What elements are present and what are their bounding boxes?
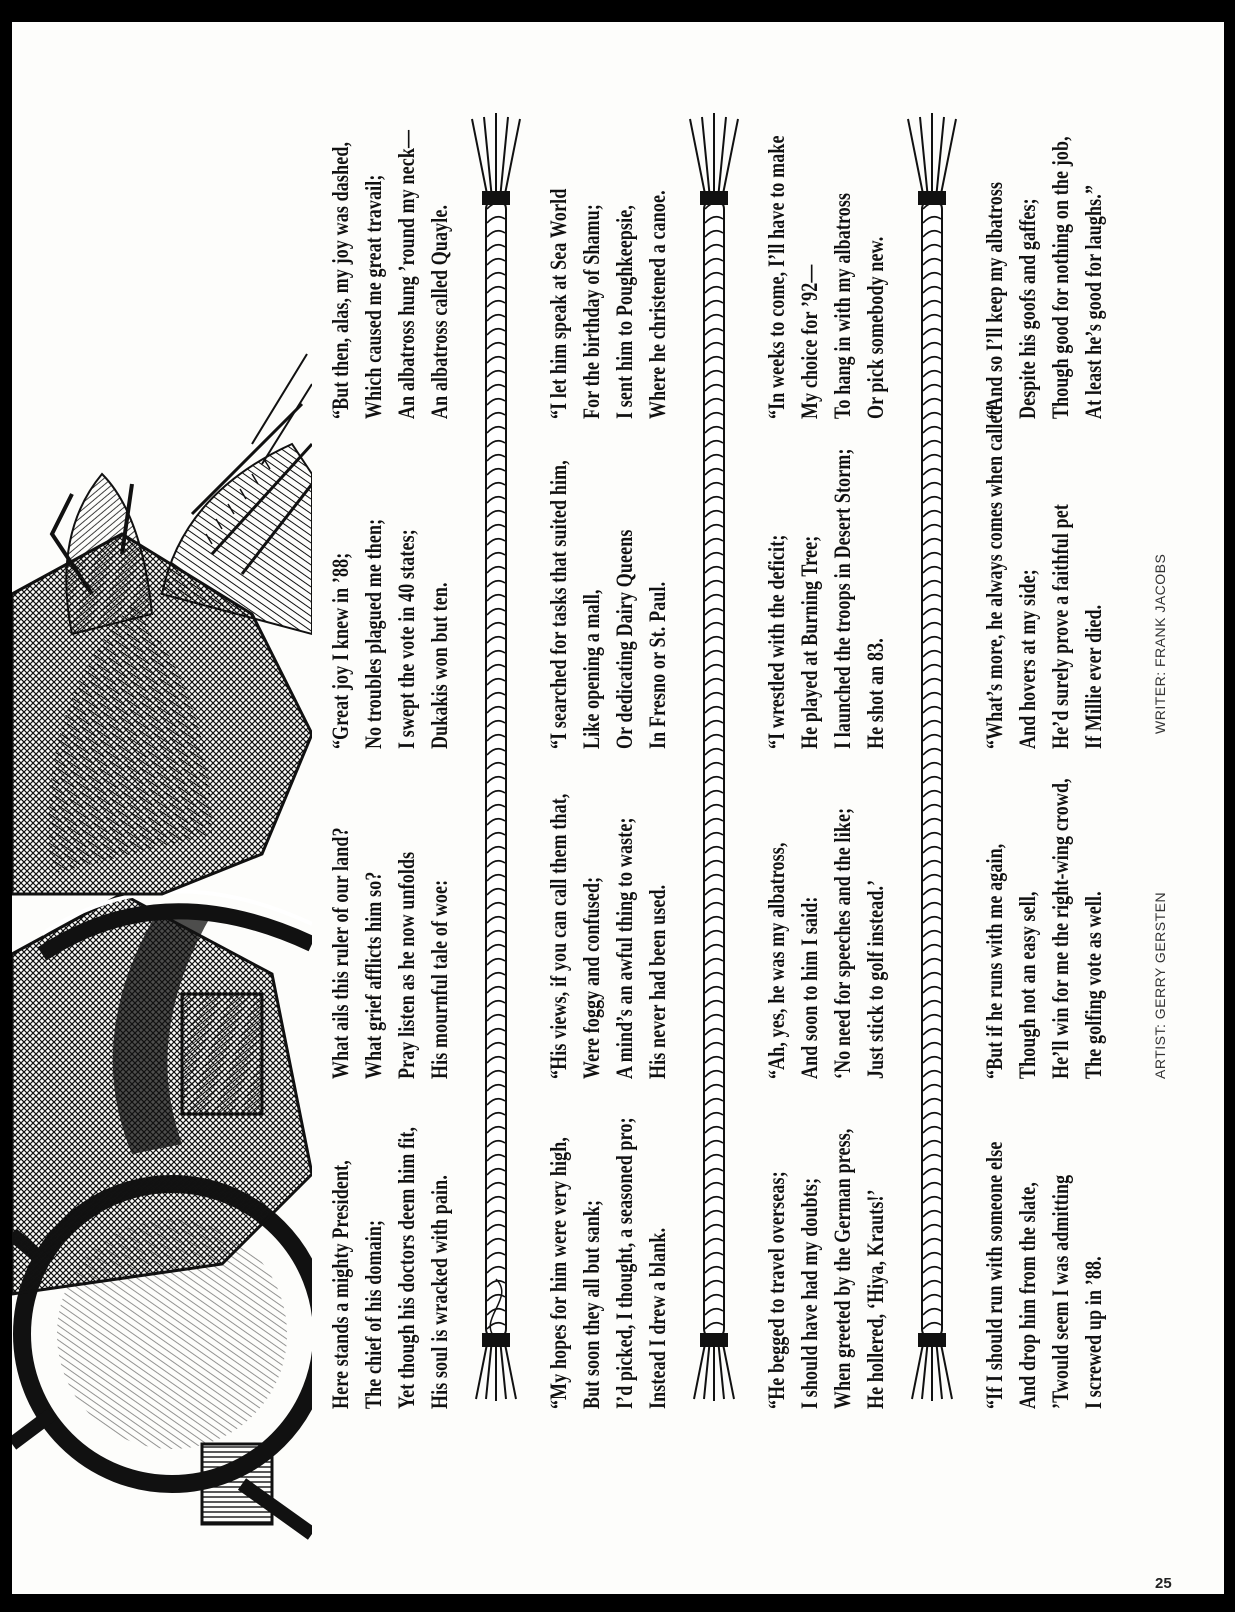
stanza-line: ’Twould seem I was admitting (1048, 1174, 1073, 1409)
stanza-line: “He begged to travel overseas; (764, 1171, 789, 1409)
stanza-line: I swept the vote in 40 states; (394, 529, 419, 749)
stanza-line: Which caused me great travail; (361, 174, 386, 419)
artist-credit: ARTIST: GERRY GERSTEN (1152, 891, 1168, 1079)
pen-ink-illustration (12, 22, 312, 1594)
stanza-line: He’d surely prove a faithful pet (1048, 503, 1073, 749)
stanza-line: I screwed up in ’88. (1081, 1256, 1106, 1409)
stanza-line: “His views, if you can call them that, (546, 793, 571, 1079)
stanza-line: What ails this ruler of our land? (328, 827, 353, 1079)
stanza-line: At least he’s good for laughs.” (1081, 184, 1106, 419)
stanza-line: Just stick to golf instead.’ (863, 879, 888, 1079)
stanza-line: And drop him from the slate, (1015, 1182, 1040, 1409)
stanza-line: “I searched for tasks that suited him, (546, 460, 571, 749)
stanza-line: My choice for ’92— (797, 264, 822, 419)
stanza-line: And soon to him I said: (797, 896, 822, 1079)
rotated-content (12, 22, 1224, 1594)
stanza-line: “And so I’ll keep my albatross (982, 181, 1007, 419)
page-number: 25 (1155, 1575, 1172, 1592)
stanza-line: I should have had my doubts; (797, 1177, 822, 1409)
stanza-line: “But then, alas, my joy was dashed, (328, 141, 353, 419)
stanza-line: I sent him to Poughkeepsie, (612, 204, 637, 419)
stanza-4 (324, 22, 456, 419)
stanza-line: Were foggy and confused; (579, 876, 604, 1079)
stanza-line: For the birthday of Shamu; (579, 203, 604, 419)
stanza-line: “What’s more, he always comes when called (982, 405, 1007, 749)
writer-credit: WRITER: FRANK JACOBS (1152, 553, 1168, 734)
stanza-16 (978, 22, 1110, 419)
rope-divider (684, 89, 744, 1409)
stanza-line: His soul is wracked with pain. (427, 1175, 452, 1409)
stanza-line: Here stands a mighty President, (328, 1160, 353, 1409)
stanza-line: “In weeks to come, I’ll have to make (764, 135, 789, 419)
stanza-line: But soon they all but sank; (579, 1199, 604, 1409)
stanza-line: When greeted by the German press, (830, 1128, 855, 1409)
stanza-line: The golfing vote as well. (1081, 891, 1106, 1079)
stanza-line: Though good for nothing on the job, (1048, 136, 1073, 419)
stanza-line: His never had been used. (645, 884, 670, 1079)
stanza-line: An albatross hung ’round my neck— (394, 129, 419, 419)
stanza-line: Where he christened a canoe. (645, 190, 670, 419)
stanza-line: He shot an 83. (863, 638, 888, 749)
rope-divider (902, 89, 962, 1409)
stanza-line: “If I should run with someone else (982, 1141, 1007, 1409)
magazine-page (12, 22, 1224, 1594)
stanza-line: He’ll win for me the right-wing crowd, (1048, 778, 1073, 1079)
stanza-line: Dukakis won but ten. (427, 582, 452, 749)
stanza-line: Like opening a mall, (579, 589, 604, 749)
stanza-line: Yet though his doctors deem him fit, (394, 1126, 419, 1409)
stanza-line: In Fresno or St. Paul. (645, 581, 670, 749)
stanza-line: No troubles plagued me then; (361, 518, 386, 749)
stanza-12 (760, 22, 892, 419)
stanza-line: And hovers at my side; (1015, 569, 1040, 749)
stanza-line: He hollered, ‘Hiya, Krauts!’ (863, 1189, 888, 1409)
stanza-line: “Ah, yes, he was my albatross, (764, 842, 789, 1079)
stanza-line: Despite his goofs and gaffes; (1015, 198, 1040, 419)
stanza-line: “Great joy I knew in ’88; (328, 552, 353, 749)
stanza-line: The chief of his domain; (361, 1219, 386, 1409)
stanza-line: “I let him speak at Sea World (546, 188, 571, 419)
stanza-line: Or dedicating Dairy Queens (612, 529, 637, 749)
stanza-line: ‘No need for speeches and the like; (830, 807, 855, 1079)
stanza-line: Or pick somebody new. (863, 236, 888, 419)
stanza-8 (542, 22, 674, 419)
stanza-line: “I wrestled with the deficit; (764, 534, 789, 749)
stanza-line: Though not an easy sell, (1015, 891, 1040, 1079)
stanza-line: To hang in with my albatross (830, 192, 855, 419)
rope-divider (466, 89, 526, 1409)
stanza-line: Pray listen as he now unfolds (394, 851, 419, 1079)
stanza-line: “My hopes for him were very high, (546, 1136, 571, 1409)
stanza-line: An albatross called Quayle. (427, 204, 452, 419)
poem (324, 89, 1144, 1409)
stanza-line: “But if he runs with me again, (982, 843, 1007, 1079)
stanza-line: I’d picked, I thought, a seasoned pro; (612, 1117, 637, 1409)
stanza-line: Instead I drew a blank. (645, 1227, 670, 1409)
stanza-line: If Millie ever died. (1081, 604, 1106, 749)
stanza-line: I launched the troops in Desert Storm; (830, 448, 855, 749)
stanza-line: A mind’s an awful thing to waste; (612, 817, 637, 1079)
stanza-line: His mournful tale of woe: (427, 879, 452, 1079)
stanza-line: What grief afflicts him so? (361, 871, 386, 1079)
stanza-line: He played at Burning Tree; (797, 535, 822, 749)
